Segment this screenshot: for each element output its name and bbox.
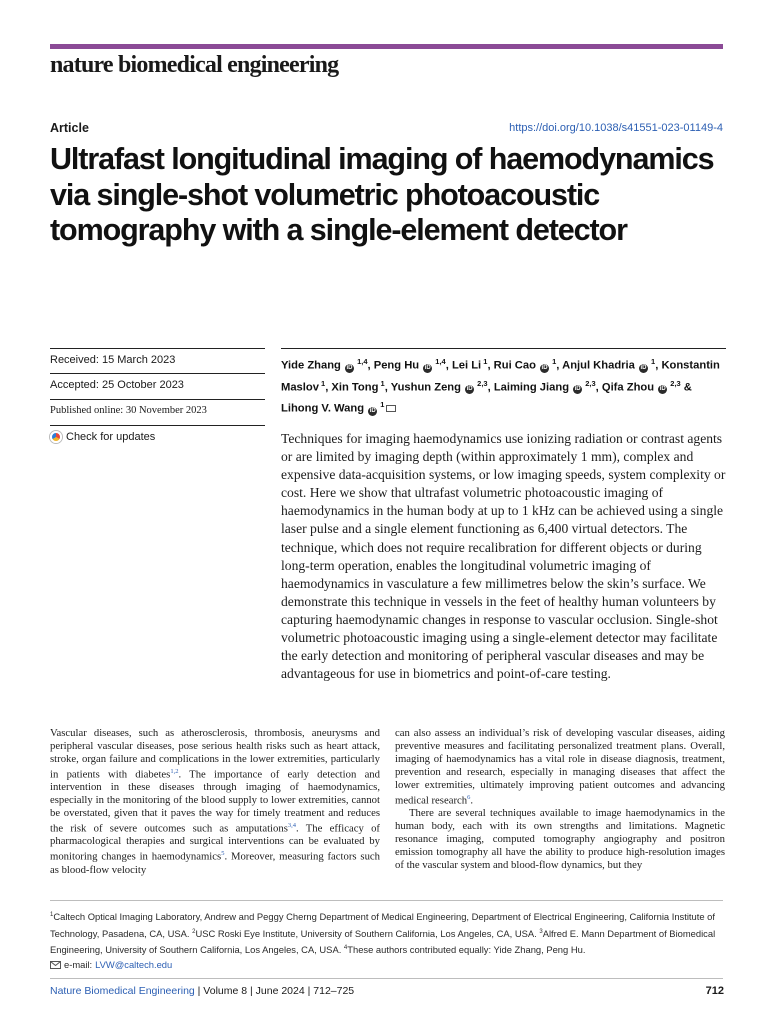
footnote-divider: [50, 900, 723, 901]
citation-superscript: 1,2: [170, 767, 179, 775]
envelope-icon[interactable]: [386, 405, 396, 412]
author-name[interactable]: Xin Tong: [331, 381, 379, 394]
author-affiliation: 2,3: [668, 378, 681, 388]
footer-volume-info: | Volume 8 | June 2024 | 712–725: [194, 985, 355, 997]
orcid-icon[interactable]: iD: [659, 386, 666, 393]
authors-text: Yide Zhang iD $^{1,4}$, Peng Hu iD $^{1,4}$, Lei Li $^1$, Rui Cao iD $^1$, Anjul Khadria iD $^1$, Konstantin Maslov $^1$, Xin Tong $^1$, Yushun Zeng iD $^{2,3}$, Laiming Jiang iD $^{2,3}$, Qifa Zhou iD $^{2,3}$ & Lihong V. Wang iD $^1$: [281, 357, 720, 416]
orcid-icon[interactable]: iD: [466, 386, 473, 393]
footer-divider: [50, 978, 723, 979]
accepted-date: Accepted: 25 October 2023: [50, 373, 265, 391]
doi-link[interactable]: https://doi.org/10.1038/s41551-023-01149-4: [509, 122, 723, 134]
author-affiliation: 2,3: [475, 378, 488, 388]
received-date: Received: 15 March 2023: [50, 348, 265, 366]
journal-accent-bar: [50, 44, 723, 49]
author-affiliation: 1,4: [433, 357, 446, 366]
orcid-icon[interactable]: iD: [574, 386, 581, 393]
published-date: Published online: 30 November 2023: [50, 399, 265, 416]
author-affiliation: 1: [378, 378, 385, 388]
citation-superscript: 2: [192, 928, 196, 935]
citation-superscript: 5: [221, 850, 225, 858]
envelope-icon: [50, 961, 61, 969]
body-paragraph: Vascular diseases, such as atherosclerosis, thrombosis, aneurysms and peripheral vascular diseases, pose serious health risks such as heart attack, stroke, organ failure and complications in the lower extremities, particularly in patients with diabetes$^{1,2}$. The importance of early detection and intervention in these diseases through imaging of haemodynamics, especially in the monitoring of the blood supply to lower extremities, cannot be overstated, given that it paves the way for timely treatment and reduces the risk of severe outcomes such as amputations$^{3,4}$. The efficacy of pharmacological therapies and surgical interventions can be evaluated by monitoring changes in haemodynamics$^5$. Moreover, measuring factors such as blood-flow velocity: [50, 727, 381, 876]
page-number: 712: [705, 985, 724, 997]
author-list: [281, 348, 726, 418]
citation-superscript: 3: [539, 928, 543, 935]
footer-journal-link[interactable]: Nature Biomedical Engineering: [50, 985, 195, 997]
body-column-1: [50, 727, 380, 877]
affiliations-text: $^1$Caltech Optical Imaging Laboratory, Andrew and Peggy Cherng Department of Medical Engineering, Department of Electrical Engineering, California Institute of Technology, Pasadena, CA, USA. $^2$USC Roski Eye Institute, University of Southern California, Los Angeles, CA, USA. $^3$Alfred E. Mann Department of Biomedical Engineering, University of Southern California, Los Angeles, CA, USA. $^4$These authors contributed equally: Yide Zhang, Peng Hu.: [50, 911, 716, 956]
author-name[interactable]: Rui Cao: [493, 359, 536, 372]
check-updates-label: Check for updates: [66, 431, 156, 443]
article-type-label: Article: [50, 121, 89, 135]
author-affiliation: 1,4: [355, 357, 368, 366]
email-link[interactable]: LVW@caltech.edu: [95, 958, 173, 970]
author-name[interactable]: Lihong V. Wang: [281, 403, 365, 416]
article-title: Ultrafast longitudinal imaging of haemodynamics via single-shot volumetric photoacoustic tomography with a single-element detector: [50, 142, 714, 247]
body-paragraph: There are several techniques available to image haemodynamics in the human body, each with its own strengths and limitations. Magnetic resonance imaging, computed tomography angiography and positron emission tomography all have the ability to produce high-resolution images of the vascular system and blood-flow dynamics, but they: [395, 807, 725, 871]
author-name[interactable]: Laiming Jiang: [493, 381, 570, 394]
orcid-icon[interactable]: iD: [640, 364, 647, 371]
abstract: Techniques for imaging haemodynamics use ionizing radiation or contrast agents or are limited by imaging depth (within approximately 1 mm), complex and expensive data-acquisition systems, or low imaging speeds, system complexity or cost. Here we show that ultrafast volumetric photoacoustic imaging of haemodynamics in the human body at up to 1 kHz can be achieved using a single laser pulse and a single element functioning as 6,400 virtual detectors. The technique, which does not require recalibration for different objects or during long-term operation, enables the longitudinal volumetric imaging of haemodynamics in vasculature a few millimetres below the skin’s surface. We demonstrate this technique in vessels in the feet of healthy human volunteers by capturing haemodynamic changes in response to vascular occlusion. Single-shot volumetric photoacoustic imaging using a single-element detector may facilitate the early detection and monitoring of peripheral vascular diseases and may be advantageous for use in biometrics and point-of-care testing.: [281, 431, 726, 682]
check-for-updates-button[interactable]: [50, 431, 265, 443]
author-affiliation: 2,3: [583, 378, 596, 388]
author-name[interactable]: Peng Hu: [373, 359, 420, 372]
check-updates-icon: [50, 431, 62, 443]
correspondence: [50, 958, 725, 973]
journal-name: nature biomedical engineering: [50, 52, 339, 78]
citation-superscript: 3,4: [287, 821, 296, 829]
orcid-icon[interactable]: iD: [424, 364, 431, 371]
citation-superscript: 4: [343, 945, 348, 952]
author-name[interactable]: Konstantin Maslov: [281, 359, 720, 394]
body-paragraph: can also assess an individual’s risk of developing vascular diseases, aiding preventive measures and facilitating personalized treatment plans. Overall, imaging of haemodynamics has a vital role in disease diagnosis, treatment, prevention and research, especially in managing diseases that affect the lower extremities, ultimately improving patient outcomes and advancing medical research$^6$.: [395, 727, 725, 807]
author-affiliation: 1: [481, 357, 488, 366]
orcid-icon[interactable]: iD: [369, 408, 376, 415]
author-name[interactable]: Anjul Khadria: [562, 359, 635, 372]
author-name[interactable]: Qifa Zhou: [601, 381, 655, 394]
author-name[interactable]: Yushun Zeng: [390, 381, 461, 394]
author-name[interactable]: Lei Li: [451, 359, 482, 372]
orcid-icon[interactable]: iD: [541, 364, 548, 371]
footer-citation: [50, 985, 354, 997]
author-affiliation: 1: [318, 378, 326, 388]
email-label: e-mail:: [64, 958, 93, 970]
citation-superscript: 6: [467, 793, 471, 801]
author-affiliation: 1: [378, 400, 385, 410]
body-column-2: [395, 727, 725, 872]
author-name[interactable]: Yide Zhang: [281, 359, 341, 372]
author-affiliation: 1: [648, 357, 656, 366]
citation-superscript: 1: [50, 912, 54, 918]
check-updates-container: [50, 425, 265, 443]
orcid-icon[interactable]: iD: [346, 364, 353, 371]
author-affiliation: 1: [550, 357, 557, 366]
footnotes: [50, 908, 725, 972]
